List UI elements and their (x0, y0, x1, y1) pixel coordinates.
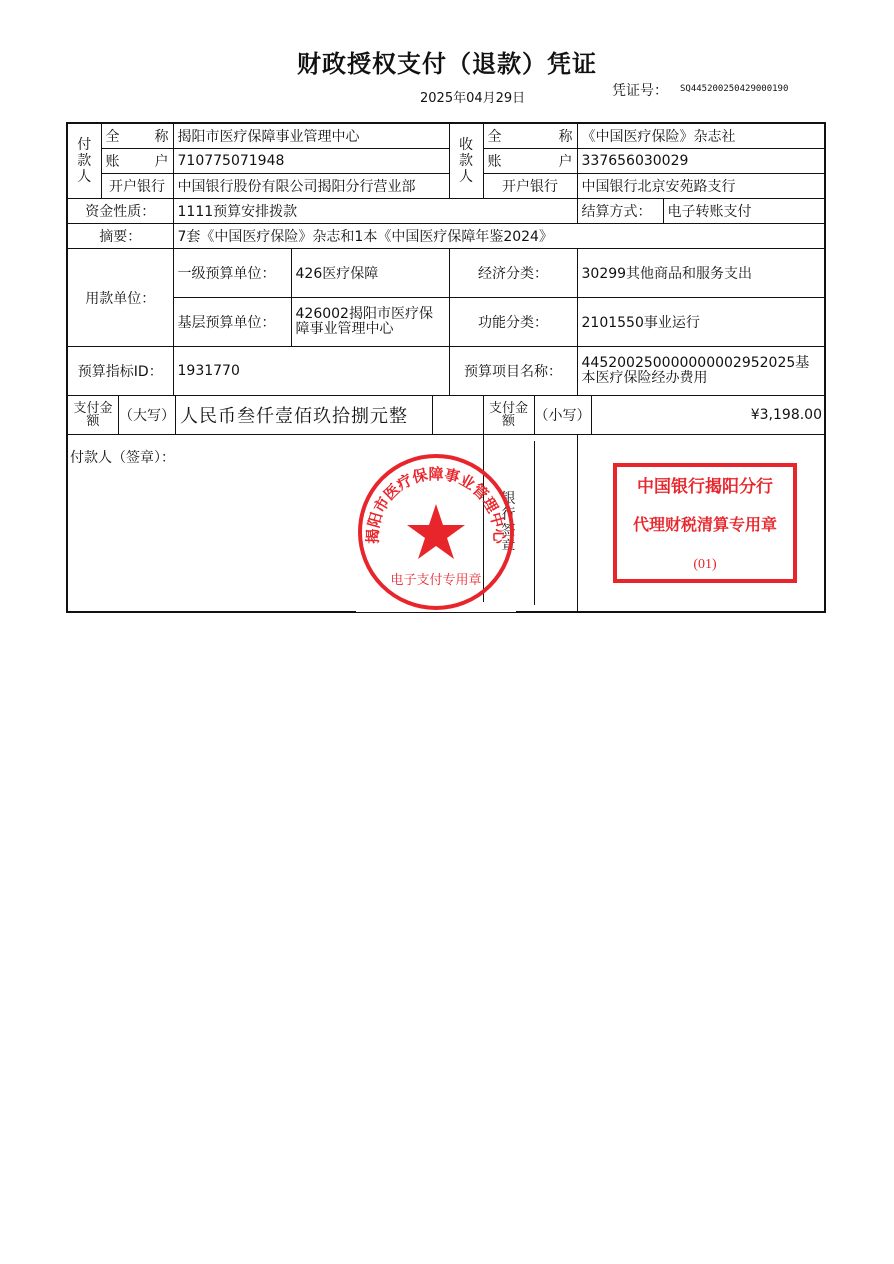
amount-row (67, 396, 825, 435)
payer-account-label: 账 户 (101, 149, 173, 174)
payer-bank: 中国银行股份有限公司揭阳分行营业部 (173, 174, 449, 199)
amount-lower-cell (483, 396, 825, 435)
amount-gap (433, 396, 483, 434)
budget-id-label: 预算指标ID： (67, 347, 173, 396)
payee-account: 337656030029 (577, 149, 825, 174)
amount-lower-header: 支付金额 (484, 396, 535, 434)
voucher-date: 2025年04月29日 (420, 91, 526, 106)
payee-side-label (449, 123, 483, 199)
level1-label: 一级预算单位： (173, 249, 291, 298)
fund-nature-label: 资金性质： (67, 199, 173, 224)
func-label: 功能分类： (449, 298, 577, 347)
unit-row-1 (67, 249, 825, 298)
star-icon (407, 504, 465, 559)
bank-stamp-line1: 中国银行揭阳分行 (637, 477, 773, 496)
seal-ring-text: 揭阳市医疗保障事业管理中心 (364, 465, 508, 544)
func-value: 2101550事业运行 (577, 298, 825, 347)
payer-side-label (67, 123, 101, 199)
project-name: 445200250000000002952025基本医疗保险经办费用 (577, 347, 825, 396)
unit-row-2 (67, 298, 825, 347)
summary-row (67, 224, 825, 249)
payee-label: 收款人 (459, 137, 473, 185)
budget-row (67, 347, 825, 396)
project-label: 预算项目名称： (449, 347, 577, 396)
payer-bank-label: 开户银行 (101, 174, 173, 199)
bank-stamp-line2: 代理财税清算专用章 (632, 517, 778, 534)
amount-upper-header: 支付金额 (68, 396, 119, 434)
voucher-no: SQ445200250429000190 (680, 84, 789, 94)
level1-value: 426医疗保障 (291, 249, 449, 298)
summary-text: 7套《中国医疗保险》杂志和1本《中国医疗保障年鉴2024》 (173, 224, 825, 249)
amount-upper-label: （大写） (119, 396, 176, 434)
payer-sign-label: 付款人（签章）： (70, 450, 175, 466)
voucher-no-label: 凭证号： (612, 83, 668, 99)
bank-stamp (612, 462, 798, 584)
summary-label: 摘要： (67, 224, 173, 249)
payer-name: 揭阳市医疗保障事业管理中心 (173, 123, 449, 149)
fund-nature: 1111预算安排拨款 (173, 199, 577, 224)
settle-label: 结算方式： (577, 199, 663, 224)
payer-account: 710775071948 (173, 149, 449, 174)
payer-payee-account-row (67, 149, 825, 174)
unit-label: 用款单位： (67, 249, 173, 347)
budget-id: 1931770 (173, 347, 449, 396)
base-value: 426002揭阳市医疗保障事业管理中心 (291, 298, 449, 347)
base-label: 基层预算单位： (173, 298, 291, 347)
bank-stamp-line3: (01) (693, 557, 717, 572)
amount-lower: ¥3,198.00 (750, 407, 822, 423)
voucher-title: 财政授权支付（退款）凭证 (297, 50, 597, 78)
amount-upper: 人民币叁仟壹佰玖拾捌元整 (176, 396, 433, 434)
amount-upper-cell (67, 396, 483, 435)
amount-lower-wrap (484, 396, 825, 434)
bank-sign-label: 银行签章 (501, 491, 516, 555)
payer-label: 付款人 (77, 137, 92, 185)
amount-upper-wrap (68, 396, 483, 434)
payer-name-label: 全 称 (101, 123, 173, 149)
payee-account-label: 账 户 (483, 149, 577, 174)
seal-bottom-text: 电子支付专用章 (390, 572, 482, 587)
payee-bank-label: 开户银行 (483, 174, 577, 199)
settle-method: 电子转账支付 (663, 199, 825, 224)
payer-payee-name-row (67, 123, 825, 149)
payer-payee-bank-row (67, 174, 825, 199)
payee-bank: 中国银行北京安苑路支行 (577, 174, 825, 199)
amount-lower-label: （小写） (535, 396, 592, 434)
econ-label: 经济分类： (449, 249, 577, 298)
payee-name: 《中国医疗保险》杂志社 (577, 123, 825, 149)
payee-name-label: 全 称 (483, 123, 577, 149)
payer-seal (356, 452, 516, 612)
econ-value: 30299其他商品和服务支出 (577, 249, 825, 298)
fund-row (67, 199, 825, 224)
